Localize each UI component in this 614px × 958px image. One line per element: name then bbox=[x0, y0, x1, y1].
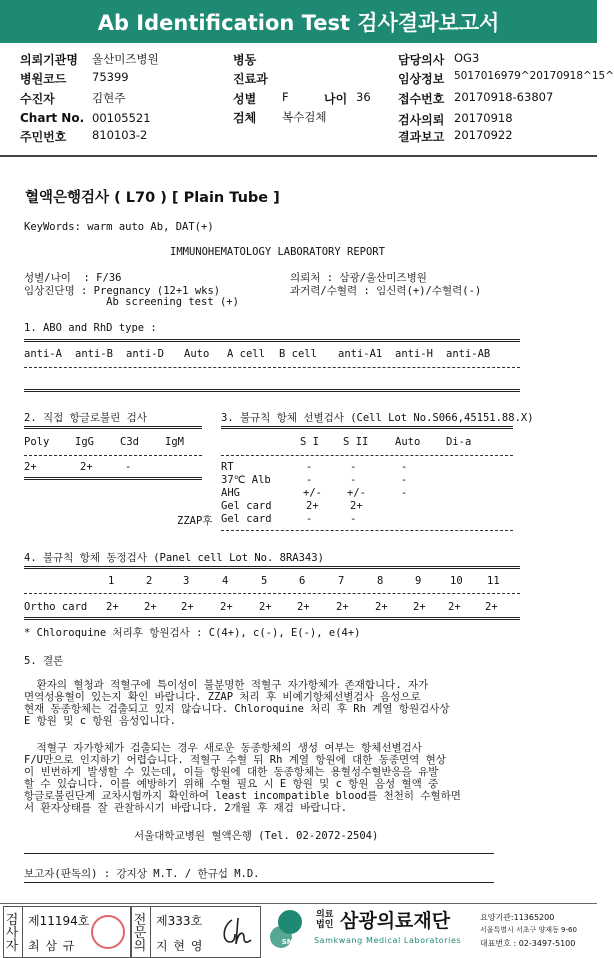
value-receipt-no: 20170918-63807 bbox=[454, 90, 554, 104]
screen-zzap-label: ZZAP후 bbox=[177, 515, 213, 527]
examiner-license: 제11194호 bbox=[28, 914, 90, 928]
keywords: KeyWords: warm auto Ab, DAT(+) bbox=[24, 221, 214, 233]
panel-cell-result: 2+ bbox=[485, 601, 498, 613]
value-institution: 울산미즈병원 bbox=[92, 52, 159, 66]
screen-phase-alb: 37℃ Alb bbox=[221, 474, 271, 486]
panel-cell-result: 2+ bbox=[106, 601, 119, 613]
value-specimen: 복수검체 bbox=[282, 110, 327, 124]
value-patient: 김현주 bbox=[92, 91, 126, 105]
specialist-license: 제333호 bbox=[156, 914, 203, 928]
label-resident-no: 주민번호 bbox=[20, 130, 67, 144]
panel-cell-result: 2+ bbox=[144, 601, 157, 613]
abo-h-anti-d: anti-D bbox=[126, 348, 164, 360]
label-ward: 병동 bbox=[233, 53, 257, 67]
specialist-signature bbox=[218, 912, 254, 950]
label-hospital-code: 병원코드 bbox=[20, 72, 67, 86]
conclusion-p1-l2: 면역성용혈이 있는지 확인 바랍니다. ZZAP 처리 후 비예기항체선별검사 음성으로 bbox=[24, 691, 421, 703]
dat-h-c3d: C3d bbox=[120, 436, 139, 448]
conclusion-p1-l1: 환자의 혈청과 적혈구에 특이성이 불분명한 적혈구 자가항체가 존재합니다. 자가 bbox=[24, 679, 429, 691]
report-section-title: 혈액은행검사 ( L70 ) [ Plain Tube ] bbox=[25, 190, 280, 206]
report-title: Ab Identification Test 검사결과보고서 bbox=[97, 11, 500, 35]
screen-zzap-s1: - bbox=[306, 513, 313, 525]
label-age: 나이 bbox=[324, 92, 348, 106]
panel-section-title: 4. 불규칙 항체 동정검사 (Panel cell Lot No. 8RA343) bbox=[24, 552, 324, 564]
screen-alb-auto: - bbox=[401, 474, 408, 486]
panel-cell-result: 2+ bbox=[181, 601, 194, 613]
label-sex: 성별 bbox=[233, 92, 257, 106]
label-specimen: 검체 bbox=[233, 111, 257, 125]
panel-cell-number: 9 bbox=[415, 575, 422, 587]
value-request-date: 20170918 bbox=[454, 111, 513, 125]
conclusion-p2-l6: 서 환자상태를 잘 관찰하시기 바랍니다. 2개월 후 재검 바랍니다. bbox=[24, 802, 348, 814]
info-history: 과거력/수혈력 : 임신력(+)/수혈력(-) bbox=[290, 285, 482, 297]
abo-h-anti-b: anti-B bbox=[75, 348, 113, 360]
dat-h-igg: IgG bbox=[75, 436, 94, 448]
info-diagnosis: 임상진단명 : Pregnancy (12+1 wks) bbox=[24, 285, 221, 297]
label-department: 진료과 bbox=[233, 72, 268, 86]
dat-h-igm: IgM bbox=[165, 436, 184, 448]
sml-logo bbox=[270, 910, 310, 950]
panel-cell-number: 3 bbox=[183, 575, 190, 587]
label-receipt-no: 접수번호 bbox=[398, 92, 445, 106]
org-name: 삼광의료재단 bbox=[340, 910, 451, 932]
org-code: 요양기관:11365200 bbox=[480, 913, 555, 922]
label-chart-no: Chart No. bbox=[20, 111, 85, 125]
panel-row-label: Ortho card bbox=[24, 601, 88, 613]
examiner-name: 최 삼 규 bbox=[28, 939, 76, 953]
org-address: 서울특별시 서초구 양재동 9-60 bbox=[480, 926, 577, 934]
panel-cell-number: 4 bbox=[222, 575, 229, 587]
specialist-label: 전문의 bbox=[133, 913, 147, 954]
value-hospital-code: 75399 bbox=[92, 70, 129, 84]
panel-cell-number: 10 bbox=[450, 575, 463, 587]
label-doctor: 담당의사 bbox=[398, 53, 445, 67]
screen-rt-s1: - bbox=[306, 461, 313, 473]
panel-cell-result: 2+ bbox=[448, 601, 461, 613]
patient-header bbox=[0, 43, 614, 157]
value-chart-no: 00105521 bbox=[92, 111, 151, 125]
abo-h-anti-a: anti-A bbox=[24, 348, 62, 360]
conclusion-p2-l3: 이 빈번하게 발생할 수 있는데, 이들 항원에 대한 동종항체는 용혈성수혈반응을 유발 bbox=[24, 766, 439, 778]
label-request-date: 검사의뢰 bbox=[398, 113, 445, 127]
conclusion-p1-l3: 현재 동종항체는 검출되고 있지 않습니다. Chloroquine 처리 후 Rh 계열 항원검사상 bbox=[24, 703, 450, 715]
panel-cell-number: 5 bbox=[261, 575, 268, 587]
abo-h-b-cell: B cell bbox=[279, 348, 317, 360]
panel-cell-number: 11 bbox=[487, 575, 500, 587]
conclusion-p2-l2: F/U만으로 인지하기 어렵습니다. 적혈구 수혈 뒤 Rh 계열 항원에 대한 동종면역 현상 bbox=[24, 754, 446, 766]
sml-badge: SML bbox=[281, 938, 299, 946]
label-institution: 의뢰기관명 bbox=[20, 53, 78, 67]
lab-report-title: IMMUNOHEMATOLOGY LABORATORY REPORT bbox=[170, 246, 385, 258]
conclusion-title: 5. 결론 bbox=[24, 655, 64, 667]
screen-phase-rt: RT bbox=[221, 461, 234, 473]
label-report-date: 결과보고 bbox=[398, 130, 445, 144]
panel-cell-number: 7 bbox=[338, 575, 345, 587]
value-resident-no: 810103-2 bbox=[92, 128, 148, 142]
dat-v-igg: 2+ bbox=[80, 461, 93, 473]
screen-section-title: 3. 불규칙 항체 선별검사 (Cell Lot No.S066,45151.88.X) bbox=[221, 412, 534, 424]
value-sex: F bbox=[282, 90, 289, 104]
screen-gel-s1: 2+ bbox=[306, 500, 319, 512]
dat-v-c3d: - bbox=[125, 461, 132, 473]
reporter: 보고자(판독의) : 강지상 M.T. / 한규섭 M.D. bbox=[24, 868, 260, 880]
info-referrer: 의뢰처 : 삼광/울산미즈병원 bbox=[290, 272, 427, 284]
panel-cell-result: 2+ bbox=[297, 601, 310, 613]
dat-h-poly: Poly bbox=[24, 436, 50, 448]
screen-h-s2: S II bbox=[343, 436, 369, 448]
org-prefix: 의료 법인 bbox=[316, 910, 334, 930]
org-english: Samkwang Medical Laboratories bbox=[314, 936, 462, 945]
examiner-label: 검사자 bbox=[5, 913, 19, 954]
info-diagnosis-2: Ab screening test (+) bbox=[24, 296, 239, 308]
screen-zzap-s2: - bbox=[350, 513, 357, 525]
conclusion-p1-l4: E 항원 및 c 항원 음성입니다. bbox=[24, 715, 177, 727]
dat-v-poly: 2+ bbox=[24, 461, 37, 473]
panel-cell-result: 2+ bbox=[259, 601, 272, 613]
conclusion-p2-l1: 적혈구 자가항체가 검출되는 경우 새로운 동종항체의 생성 여부는 항체선별검사 bbox=[24, 742, 422, 754]
specialist-name: 지 현 영 bbox=[156, 939, 204, 953]
screen-h-dia: Di-a bbox=[446, 436, 472, 448]
dat-section-title: 2. 직접 항글로불린 검사 bbox=[24, 412, 147, 424]
panel-cell-number: 2 bbox=[146, 575, 153, 587]
screen-phase-gel: Gel card bbox=[221, 500, 272, 512]
screen-ahg-s1: +/- bbox=[303, 487, 322, 499]
chloroquine-result: * Chloroquine 처리후 항원검사 : C(4+), c(-), E(-), e(4+) bbox=[24, 627, 361, 639]
screen-ahg-auto: - bbox=[401, 487, 408, 499]
examiner-seal bbox=[91, 915, 125, 949]
value-report-date: 20170922 bbox=[454, 128, 513, 142]
abo-h-auto: Auto bbox=[184, 348, 210, 360]
screen-rt-auto: - bbox=[401, 461, 408, 473]
screen-rt-s2: - bbox=[350, 461, 357, 473]
panel-cell-number: 1 bbox=[108, 575, 115, 587]
screen-gel-s2: 2+ bbox=[350, 500, 363, 512]
panel-cell-result: 2+ bbox=[220, 601, 233, 613]
panel-cell-result: 2+ bbox=[375, 601, 388, 613]
screen-alb-s2: - bbox=[350, 474, 357, 486]
screen-h-auto: Auto bbox=[395, 436, 421, 448]
screen-ahg-s2: +/- bbox=[347, 487, 366, 499]
screen-h-s1: S I bbox=[300, 436, 319, 448]
hospital-contact: 서울대학교병원 혈액은행 (Tel. 02-2072-2504) bbox=[134, 830, 379, 842]
conclusion-p2-l4: 할 수 있습니다. 이를 예방하기 위해 수혈 필요 시 E 항원 및 c 항원 음성 혈액 중 bbox=[24, 778, 439, 790]
abo-h-anti-ab: anti-AB bbox=[446, 348, 491, 360]
footer bbox=[0, 903, 597, 958]
screen-phase-ahg: AHG bbox=[221, 487, 240, 499]
panel-cell-result: 2+ bbox=[413, 601, 426, 613]
report-title-bar bbox=[0, 0, 597, 43]
screen-alb-s1: - bbox=[306, 474, 313, 486]
panel-cell-number: 6 bbox=[299, 575, 306, 587]
value-age: 36 bbox=[356, 90, 371, 104]
conclusion-p2-l5: 항글로불린단계 교차시험까지 확인하여 least incompatible blood를 천천히 수혈하면 bbox=[24, 790, 461, 802]
value-doctor: OG3 bbox=[454, 51, 480, 65]
abo-section-title: 1. ABO and RhD type : bbox=[24, 322, 157, 334]
info-sex-age: 성별/나이 : F/36 bbox=[24, 272, 122, 284]
label-patient: 수진자 bbox=[20, 92, 55, 106]
org-phone: 대표번호 : 02-3497-5100 bbox=[480, 939, 576, 948]
label-clinical-info: 임상정보 bbox=[398, 72, 445, 86]
panel-cell-number: 8 bbox=[377, 575, 384, 587]
abo-h-anti-a1: anti-A1 bbox=[338, 348, 383, 360]
screen-phase-zzap-gel: Gel card bbox=[221, 513, 272, 525]
abo-h-anti-h: anti-H bbox=[395, 348, 433, 360]
value-clinical-info: 5017016979^20170918^15^ bbox=[454, 70, 614, 82]
abo-h-a-cell: A cell bbox=[227, 348, 265, 360]
panel-cell-result: 2+ bbox=[336, 601, 349, 613]
